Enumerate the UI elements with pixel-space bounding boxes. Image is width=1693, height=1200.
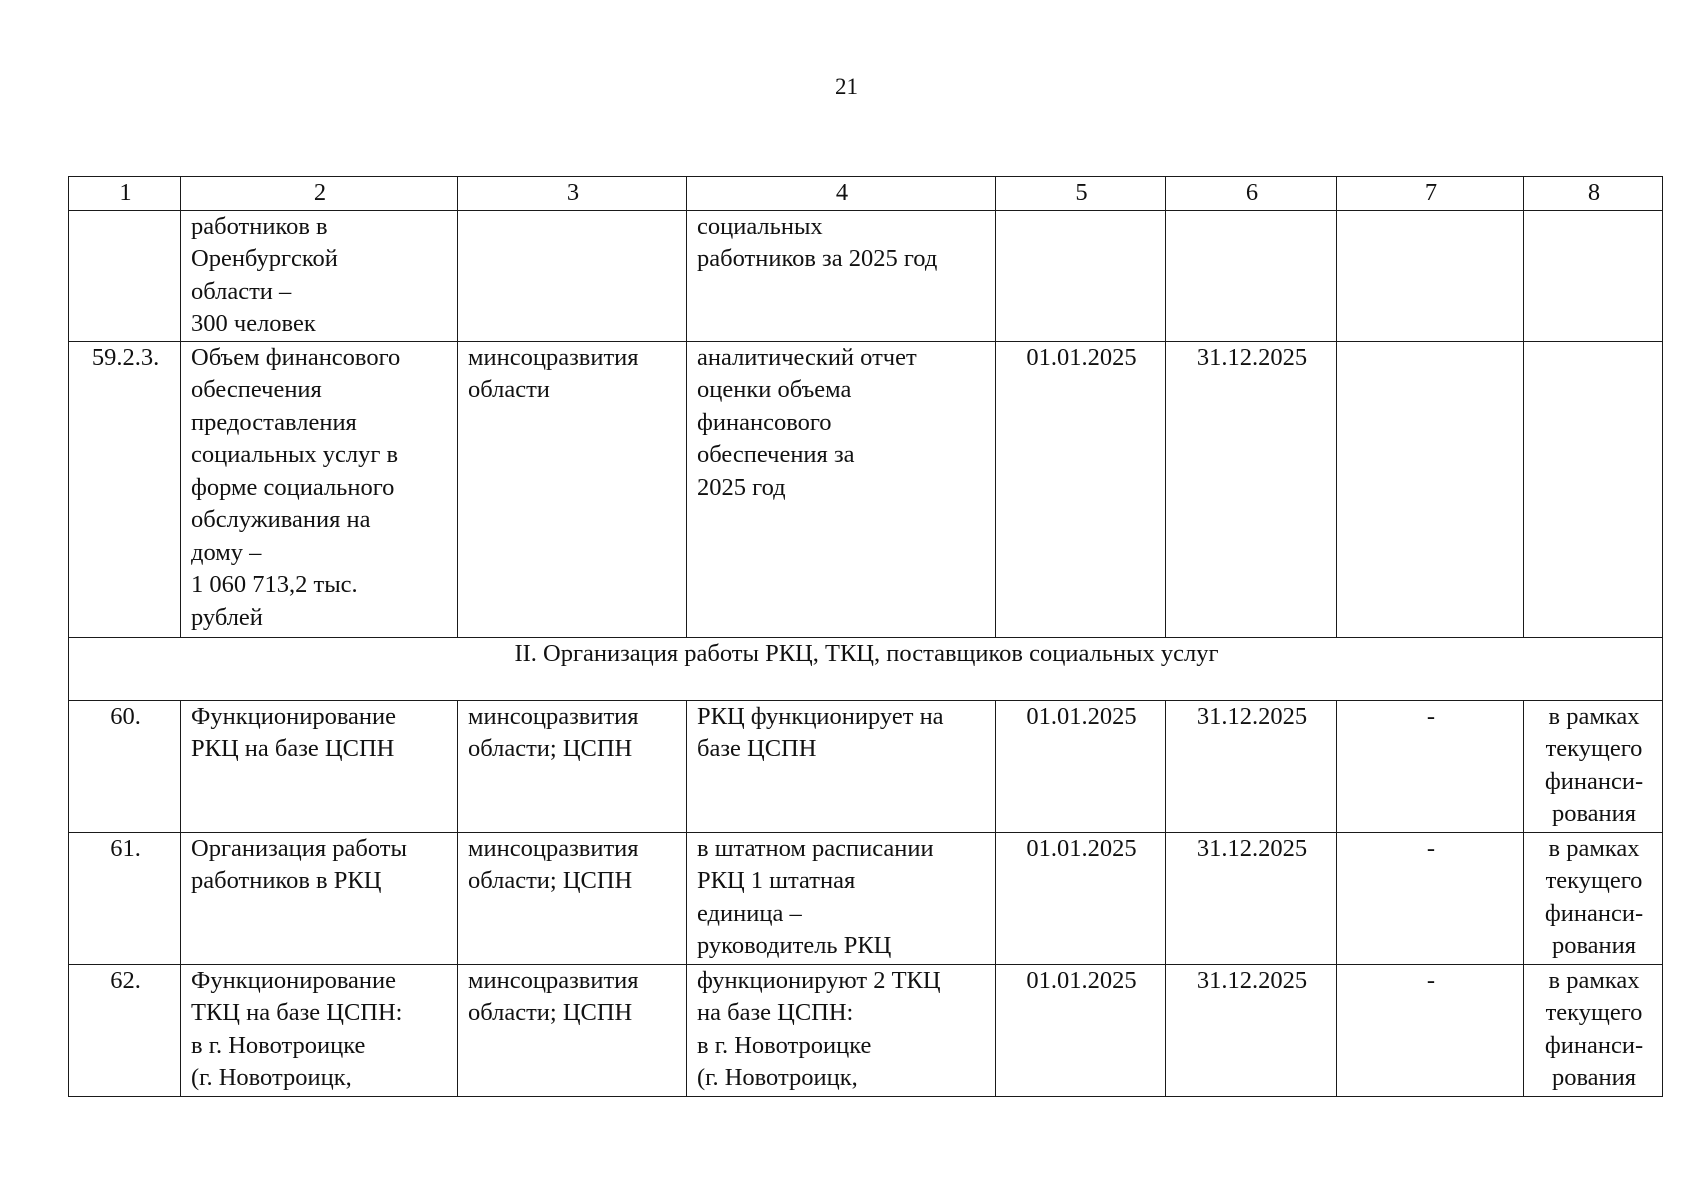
section-title: II. Организация работы РКЦ, ТКЦ, поставщиков социальных услуг [69, 637, 1663, 700]
table-row [69, 964, 1663, 1096]
responsible [458, 210, 687, 341]
end-date: 31.12.2025 [1166, 700, 1337, 832]
row-number: 60. [69, 700, 181, 832]
responsible: минсоцразвития области; ЦСПН [458, 832, 687, 964]
header-cell: 8 [1524, 177, 1663, 211]
page-number: 21 [835, 74, 858, 99]
plan-table [68, 176, 1663, 1097]
start-date: 01.01.2025 [996, 341, 1166, 637]
event-name: Организация работы работников в РКЦ [181, 832, 458, 964]
header-cell: 6 [1166, 177, 1337, 211]
start-date: 01.01.2025 [996, 964, 1166, 1096]
expected-result: в штатном расписании РКЦ 1 штатная единица – руководитель РКЦ [687, 832, 996, 964]
financing [1524, 210, 1663, 341]
col7-value [1337, 210, 1524, 341]
header-cell: 5 [996, 177, 1166, 211]
event-name: Функционирование ТКЦ на базе ЦСПН: в г. Новотроицке (г. Новотроицк, [181, 964, 458, 1096]
header-cell: 4 [687, 177, 996, 211]
expected-result: функционируют 2 ТКЦ на базе ЦСПН: в г. Новотроицке (г. Новотроицк, [687, 964, 996, 1096]
header-cell: 2 [181, 177, 458, 211]
responsible: минсоцразвития области; ЦСПН [458, 964, 687, 1096]
start-date: 01.01.2025 [996, 832, 1166, 964]
header-cell: 3 [458, 177, 687, 211]
col7-value: - [1337, 700, 1524, 832]
financing: в рамках текущего финанси- рования [1524, 700, 1663, 832]
row-number [69, 210, 181, 341]
start-date [996, 210, 1166, 341]
table-row [69, 341, 1663, 637]
event-name: Объем финансового обеспечения предоставления социальных услуг в форме социального обслуживания на дому – 1 060 713,2 тыс. рублей [181, 341, 458, 637]
event-name: Функционирование РКЦ на базе ЦСПН [181, 700, 458, 832]
expected-result: социальных работников за 2025 год [687, 210, 996, 341]
end-date: 31.12.2025 [1166, 964, 1337, 1096]
financing [1524, 341, 1663, 637]
col7-value: - [1337, 832, 1524, 964]
table-row [69, 832, 1663, 964]
event-name: работников в Оренбургской области – 300 человек [181, 210, 458, 341]
start-date: 01.01.2025 [996, 700, 1166, 832]
col7-value [1337, 341, 1524, 637]
table-row [69, 210, 1663, 341]
end-date [1166, 210, 1337, 341]
end-date: 31.12.2025 [1166, 832, 1337, 964]
expected-result: РКЦ функционирует на базе ЦСПН [687, 700, 996, 832]
header-cell: 1 [69, 177, 181, 211]
row-number: 62. [69, 964, 181, 1096]
col7-value: - [1337, 964, 1524, 1096]
section-row [69, 637, 1663, 700]
table-row [69, 700, 1663, 832]
header-row [69, 177, 1663, 211]
financing: в рамках текущего финанси- рования [1524, 964, 1663, 1096]
end-date: 31.12.2025 [1166, 341, 1337, 637]
header-cell: 7 [1337, 177, 1524, 211]
responsible: минсоцразвития области [458, 341, 687, 637]
row-number: 59.2.3. [69, 341, 181, 637]
row-number: 61. [69, 832, 181, 964]
financing: в рамках текущего финанси- рования [1524, 832, 1663, 964]
responsible: минсоцразвития области; ЦСПН [458, 700, 687, 832]
expected-result: аналитический отчет оценки объема финансового обеспечения за 2025 год [687, 341, 996, 637]
